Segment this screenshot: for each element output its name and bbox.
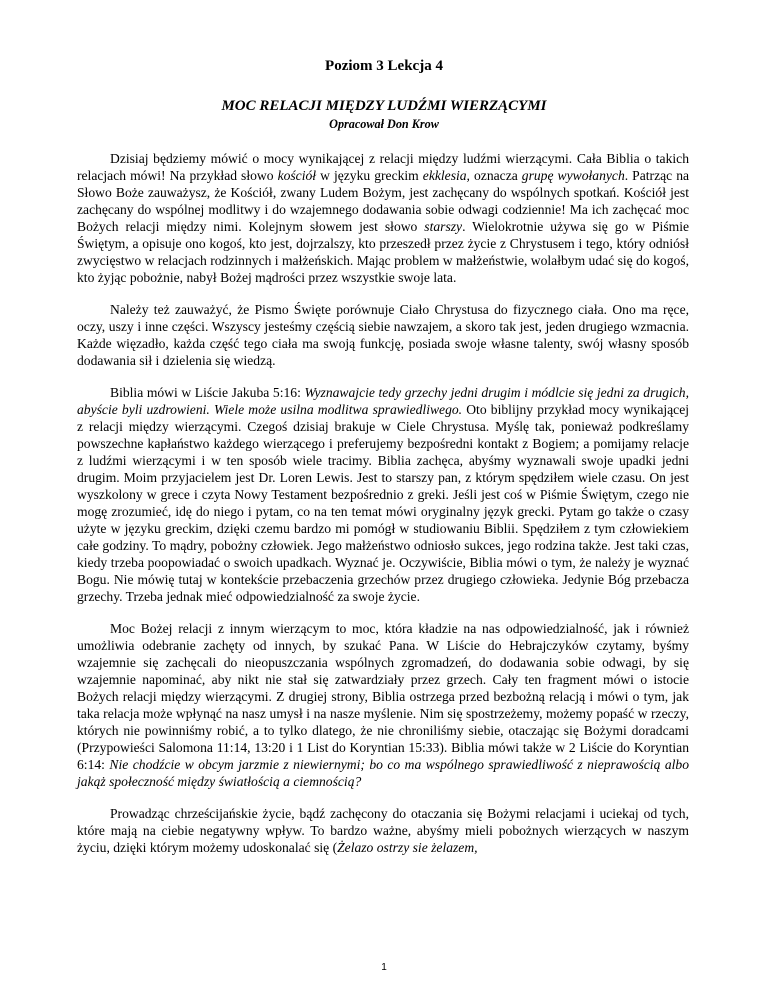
- paragraph-1-run-9: . Wielokrotnie używa się go w Piśmie Świętym, a opisuje ono kogoś, kto jest, dojrzalszy, kto przeszedł przez życie z Chrystusem i tego, który odniósł zwycięstwo w relacjach rodzinnych i małżeńskich. Mając problem w małżeństwie, wolałbym udać się do kogoś, kto żyjąc pobożnie, nabył Bożej mądrości przez wszystkie swoje lata.: [77, 219, 690, 285]
- paragraph-4: [77, 620, 689, 790]
- paragraph-4-run-2: Nie chodźcie w obcym jarzmie z niewiernymi; bo co ma wspólnego sprawiedliwość z nieprawością albo jakąż społeczność między światłością a ciemnością?: [77, 757, 689, 789]
- paragraph-4-run-1: Moc Bożej relacji z innym wierzącym to moc, która kładzie na nas odpowiedzialność, jak i również umożliwia odebranie zachęty od innych, by szukać Pana. W Liście do Hebrajczyków czytamy, byśmy wzajemnie się zachęcali do nieopuszczania wspólnych zgromadzeń, do dodawania sobie odwagi, by się wzajemnie napominać, aby nikt nie stał się zatwardziały przez grzech. Cały ten fragment mówi o istocie Bożych relacji między wierzącymi. Z drugiej strony, Biblia ostrzega przed bezbożną relacją i mówi o tym, jak taka relacja może wpłynąć na nasz umysł i na nasze myślenie. Nim się spostrzeżemy, możemy popaść w rzeczy, których nie powinniśmy robić, a to tylko dlatego, że nie chroniliśmy siebie, otaczając się Bożymi doradcami (Przypowieści Salomona 11:14, 13:20 i 1 List do Koryntian 15:33). Biblia mówi także w 2 Liście do Koryntian 6:14:: [77, 621, 689, 772]
- paragraph-2: [77, 301, 689, 369]
- paragraph-1-run-2: kościół: [277, 168, 317, 183]
- paragraph-5-run-2: Żelazo ostrzy sie żelazem,: [337, 840, 478, 855]
- paragraph-1-run-7: . Patrząc na Słowo Boże zauważysz, że Kościół, zwany Ludem Bożym, jest zachęcany do wspólnych spotkań. Kościół jest zachęcany do wspólnej modlitwy i do wzajemnego dodawania sobie odwagi codziennie! Ma ich zachęcać moc Bożych relacji między nimi. Kolejnym słowem jest słowo: [77, 168, 690, 234]
- author-line: Opracował Don Krow: [329, 117, 439, 131]
- document-title: MOC RELACJI MIĘDZY LUDŹMI WIERZĄCYMI: [221, 98, 547, 114]
- paragraph-1-run-5: oznacza: [469, 168, 522, 183]
- paragraph-3: [77, 384, 689, 605]
- paragraph-1: [77, 150, 689, 286]
- paragraph-5: [77, 805, 689, 856]
- lesson-level-heading: Poziom 3 Lekcja 4: [325, 58, 443, 74]
- paragraph-1-run-8: starszy: [424, 219, 463, 234]
- paragraph-3-run-3: Oto biblijny przykład mocy wynikającej z relacji między wierzącymi. Czegoś dzisiaj brakuje w Ciele Chrystusa. Myślę tak, ponieważ podkreślamy powszechne kapłaństwo każdego wierzącego i preferujemy bezpośredni kontakt z Bogiem; a pomijamy relacje z ludźmi wierzącymi i w ten sposób wiele tracimy. Biblia zachęca, abyśmy wyznawali swoje upadki jedni drugim. Moim przyjacielem jest Dr. Loren Lewis. Jest to starszy pan, z którym spędziłem wiele czasu. On jest wyszkolony w grece i czyta Nowy Testament bezpośrednio z greki. Jeśli jest coś w Piśmie Świętym, czego nie mogę zrozumieć, idę do niego i pytam, co na ten temat mówi oryginalny język grecki. Pytam go także o czasy użyte w języku greckim, dzięki czemu bardzo mi pomógł w studiowaniu Biblii. Spędziłem z tym człowiekiem całe godziny. To mądry, pobożny człowiek. Jego małżeństwo odniosło sukces, jego rodzina także. Jest taki czas, kiedy trzeba poopowiadać o swoich upadkach. Wyznać je. Oczywiście, Biblia mówi o tym, że należy je wyznać Bogu. Nie mówię tutaj w kontekście przebaczenia grzechów przez drugiego człowieka. Jedynie Bóg przebacza grzechy. Trzeba jednak mieć odpowiedzialność za swoje życie.: [77, 402, 690, 604]
- paragraph-1-run-4: ekklesia,: [422, 168, 470, 183]
- paragraph-3-run-1: Biblia mówi w Liście Jakuba 5:16:: [110, 385, 305, 400]
- paragraph-5-run-1: Prowadząc chrześcijańskie życie, bądź zachęcony do otaczania się Bożymi relacjami i uciekaj od tych, które mają na ciebie negatywny wpływ. To bardzo ważne, abyśmy mieli pobożnych wierzących w naszym życiu, dzięki którym możemy udoskonalać się (: [77, 806, 689, 855]
- paragraph-3-run-2: Wyznawajcie tedy grzechy jedni drugim i módlcie się jedni za drugich, abyście byli uzdrowieni. Wiele może usilna modlitwa sprawiedliwego.: [77, 385, 689, 417]
- paragraph-1-run-6: grupę wywołanych: [521, 168, 625, 183]
- document-body: [77, 150, 689, 871]
- paragraph-1-run-3: w języku greckim: [316, 168, 423, 183]
- paragraph-2-run-1: Należy też zauważyć, że Pismo Święte porównuje Ciało Chrystusa do fizycznego ciała. Ono ma ręce, oczy, uszy i inne części. Wszyscy jesteśmy częścią siebie nawzajem, a skoro tak jest, jeden drugiego wzmacnia. Każde więzadło, każda część tego ciała ma swoją funkcję, posiada swoje własne talenty, swój własny sposób dodawania sił i dzielenia się wiedzą.: [77, 302, 689, 368]
- page-number: 1: [381, 962, 387, 973]
- paragraph-1-run-1: Dzisiaj będziemy mówić o mocy wynikającej z relacji między ludźmi wierzącymi. Cała Biblia o takich relacjach mówi! Na przykład słowo: [77, 151, 689, 183]
